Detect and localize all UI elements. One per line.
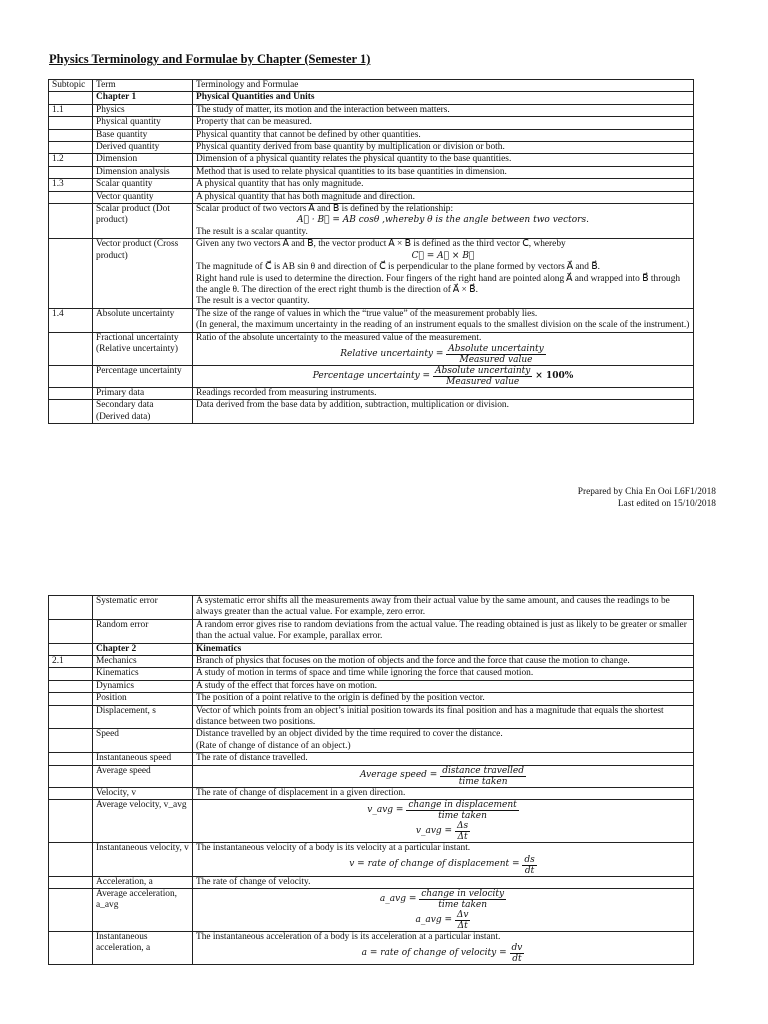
definition-cell: Dimension of a physical quantity relates the physical quantity to the base quantities.: [193, 154, 694, 166]
term-cell: Systematic error: [93, 596, 193, 620]
table-row: [49, 931, 694, 964]
average-speed-formula: [196, 766, 690, 787]
formula-lhs: v_avg =: [415, 825, 453, 836]
table-row: [49, 117, 694, 129]
definition-cell: The rate of distance travelled.: [193, 753, 694, 765]
table-chapter-2: [48, 595, 694, 965]
definition-cell: The rate of change of velocity.: [193, 876, 694, 888]
fraction: [406, 800, 518, 821]
table-header-row: [49, 80, 694, 92]
formula-tail: × 100%: [535, 370, 574, 381]
table-row: [49, 387, 694, 399]
term-cell: Displacement, s: [93, 705, 193, 729]
term-cell: Random error: [93, 619, 193, 643]
term-cell: Velocity, v: [93, 787, 193, 799]
definition-cell: Physical quantity derived from base quantity by multiplication or division or both.: [193, 142, 694, 154]
numerator: change in velocity: [421, 888, 505, 899]
formula-lhs: a = rate of change of velocity =: [361, 948, 507, 959]
definition-line: Given any two vectors A⃗ and B⃗, the vector product A⃗ × B⃗ is defined as the third vector C⃗, whereby: [196, 239, 566, 250]
fraction: [419, 889, 506, 910]
prepared-by: Prepared by Chia En Ooi L6F1/2018: [577, 487, 716, 497]
term-cell: Average velocity, v_avg: [93, 800, 193, 843]
term-cell: Physical quantity: [93, 117, 193, 129]
term-cell: Primary data: [93, 387, 193, 399]
chapter-title: Kinematics: [193, 643, 694, 655]
term-cell: Dynamics: [93, 680, 193, 692]
table-row: [49, 400, 694, 424]
denominator: Δt: [457, 832, 468, 843]
definition-line: (Rate of change of distance of an object.): [196, 740, 351, 751]
formula-lhs: a_avg =: [379, 893, 417, 904]
term-cell: Instantaneous acceleration, a: [93, 931, 193, 964]
term-cell: Speed: [93, 729, 193, 753]
chapter-title: Physical Quantities and Units: [193, 92, 694, 104]
table-row: [49, 800, 694, 843]
percentage-uncertainty-formula: [196, 366, 690, 387]
definition-cell: Physical quantity that cannot be defined by other quantities.: [193, 129, 694, 141]
definition-cell: Vector of which points from an object’s initial position towards its final position and has a magnitude that equals the shortest distance between two positions.: [193, 705, 694, 729]
fraction: [455, 910, 471, 931]
definition-cell: [193, 365, 694, 387]
relative-uncertainty-formula: [196, 344, 690, 365]
definition-cell: A random error gives rise to random deviations from the actual value. The reading obtained is just as likely to be greater or smaller than the actual value. For example, parallax error.: [193, 619, 694, 643]
term-cell: Instantaneous speed: [93, 753, 193, 765]
definition-cell: Readings recorded from measuring instruments.: [193, 387, 694, 399]
definition-cell: [193, 765, 694, 787]
table-row: [49, 680, 694, 692]
subtopic-cell: 1.3: [49, 179, 93, 191]
fraction: [446, 344, 545, 365]
table-row: [49, 705, 694, 729]
term-cell: Physics: [93, 104, 193, 116]
term-cell: Fractional uncertainty (Relative uncertainty): [93, 332, 193, 365]
definition-cell: Data derived from the base data by addition, subtraction, multiplication or division.: [193, 400, 694, 424]
table-row: [49, 332, 694, 365]
numerator: Absolute uncertainty: [434, 365, 531, 376]
formula-lhs: a_avg =: [415, 914, 452, 925]
term-cell: Absolute uncertainty: [93, 308, 193, 332]
subtopic-cell: 1.2: [49, 154, 93, 166]
subtopic-cell: 1.1: [49, 104, 93, 116]
table-row: [49, 619, 694, 643]
table-row: [49, 239, 694, 308]
term-cell: Position: [93, 693, 193, 705]
instantaneous-acceleration-formula: [196, 943, 690, 964]
term-cell: Scalar product (Dot product): [93, 204, 193, 239]
last-edited: Last edited on 15/10/2018: [617, 499, 716, 509]
table-row: [49, 596, 694, 620]
table-row: [49, 668, 694, 680]
header-subtopic: Subtopic: [49, 80, 93, 92]
definition-cell: Property that can be measured.: [193, 117, 694, 129]
definition-cell: The rate of change of displacement in a given direction.: [193, 787, 694, 799]
definition-line: Right hand rule is used to determine the direction. Four fingers of the right hand are pointed along A⃗ and wrapped into B⃗ through the angle θ. The direction of the erect right thumb is the direction of A⃗ × B⃗.: [196, 273, 681, 295]
formula-lhs: v = rate of change of displacement =: [349, 859, 520, 870]
definition-line: (In general, the maximum uncertainty in the reading of an instrument equals to the smallest division on the scale of the instrument.): [196, 320, 690, 331]
definition-line: The instantaneous acceleration of a body is its acceleration at a particular instant.: [196, 931, 501, 942]
chapter-label: Chapter 1: [93, 92, 193, 104]
table-row: [49, 191, 694, 203]
definition-line: Distance travelled by an object divided by the time required to cover the distance.: [196, 729, 503, 740]
dot-product-formula: A⃗ · B⃗ = AB cosθ ,whereby θ is the angle between two vectors.: [297, 215, 589, 226]
table-row: [49, 729, 694, 753]
fraction: [440, 766, 526, 787]
formula-lhs: Average speed =: [359, 770, 438, 781]
numerator: dv: [511, 943, 523, 954]
definition-cell: A physical quantity that has only magnitude.: [193, 179, 694, 191]
term-cell: Derived quantity: [93, 142, 193, 154]
header-definition: Terminology and Formulae: [193, 80, 694, 92]
numerator: change in displacement: [408, 800, 517, 811]
subtopic-cell: 1.4: [49, 308, 93, 332]
table-row: [49, 142, 694, 154]
average-velocity-formula: [196, 800, 690, 821]
numerator: ds: [524, 854, 535, 865]
table-row: [49, 154, 694, 166]
formula-lhs: v_avg =: [367, 804, 404, 815]
definition-cell: Method that is used to relate physical quantities to its base quantities in dimension.: [193, 166, 694, 178]
formula-lhs: Relative uncertainty =: [340, 348, 444, 359]
definition-cell: [193, 800, 694, 843]
table-row: [49, 787, 694, 799]
table-row: [49, 765, 694, 787]
denominator: Measured value: [459, 354, 533, 365]
denominator: Δt: [457, 920, 468, 931]
average-acceleration-formula: [196, 889, 690, 910]
term-cell: Instantaneous velocity, v: [93, 843, 193, 876]
table-row: [49, 308, 694, 332]
term-cell: Dimension analysis: [93, 166, 193, 178]
definition-cell: The position of a point relative to the origin is defined by the position vector.: [193, 693, 694, 705]
term-cell: Dimension: [93, 154, 193, 166]
definition-cell: [193, 239, 694, 308]
term-cell: Acceleration, a: [93, 876, 193, 888]
subtopic-cell: 2.1: [49, 656, 93, 668]
table-chapter-1: [48, 79, 694, 424]
table-row: [49, 129, 694, 141]
numerator: Δs: [456, 821, 469, 832]
table-row: [49, 656, 694, 668]
table-row: [49, 365, 694, 387]
term-cell: Mechanics: [93, 656, 193, 668]
definition-line: The size of the range of values in which the “true value” of the measurement probably lies.: [196, 308, 538, 319]
header-term: Term: [93, 80, 193, 92]
denominator: time taken: [458, 776, 508, 787]
term-cell: Secondary data (Derived data): [93, 400, 193, 424]
chapter-heading-row: [49, 92, 694, 104]
denominator: dt: [512, 954, 522, 965]
term-cell: Average speed: [93, 765, 193, 787]
denominator: Measured value: [446, 376, 520, 387]
table-row: [49, 204, 694, 239]
numerator: distance travelled: [442, 765, 525, 776]
definition-cell: [193, 843, 694, 876]
fraction: [522, 855, 536, 876]
formula-lhs: Percentage uncertainty =: [312, 370, 431, 381]
average-acceleration-delta-formula: [196, 910, 690, 931]
definition-cell: [193, 308, 694, 332]
table-row: [49, 888, 694, 931]
table-row: [49, 753, 694, 765]
term-cell: Percentage uncertainty: [93, 365, 193, 387]
denominator: time taken: [438, 899, 488, 910]
average-velocity-delta-formula: [196, 821, 690, 842]
definition-line: Ratio of the absolute uncertainty to the measured value of the measurement.: [196, 332, 482, 343]
cross-product-formula: C⃗ = A⃗ × B⃗: [411, 250, 475, 261]
definition-cell: A study of motion in terms of space and time while ignoring the force that caused motion.: [193, 668, 694, 680]
numerator: Absolute uncertainty: [448, 343, 544, 354]
definition-line: The instantaneous velocity of a body is its velocity at a particular instant.: [196, 843, 471, 854]
chapter-label: Chapter 2: [93, 643, 193, 655]
definition-cell: [193, 888, 694, 931]
term-cell: Base quantity: [93, 129, 193, 141]
definition-cell: A physical quantity that has both magnitude and direction.: [193, 191, 694, 203]
definition-cell: [193, 332, 694, 365]
fraction: [510, 943, 525, 964]
definition-cell: A study of the effect that forces have on motion.: [193, 680, 694, 692]
term-cell: Average acceleration, a_avg: [93, 888, 193, 931]
table-row: [49, 179, 694, 191]
term-cell: Vector product (Cross product): [93, 239, 193, 308]
instantaneous-velocity-formula: [196, 855, 690, 876]
fraction: [455, 821, 470, 842]
definition-line: Scalar product of two vectors A⃗ and B⃗ is defined by the relationship:: [196, 204, 454, 215]
chapter-heading-row: [49, 643, 694, 655]
numerator: Δv: [456, 909, 469, 920]
definition-cell: Branch of physics that focuses on the motion of objects and the force and the force that cause the motion to change.: [193, 656, 694, 668]
table-row: [49, 876, 694, 888]
table-row: [49, 166, 694, 178]
definition-line: The result is a vector quantity.: [196, 296, 310, 307]
denominator: time taken: [438, 811, 487, 822]
fraction: [433, 366, 532, 387]
definition-cell: The study of matter, its motion and the interaction between matters.: [193, 104, 694, 116]
definition-line: The result is a scalar quantity.: [196, 226, 308, 237]
definition-cell: [193, 931, 694, 964]
page-footer: [578, 486, 716, 510]
term-cell: Kinematics: [93, 668, 193, 680]
page-title: Physics Terminology and Formulae by Chapter (Semester 1): [49, 52, 371, 66]
definition-cell: [193, 729, 694, 753]
term-cell: Vector quantity: [93, 191, 193, 203]
definition-cell: A systematic error shifts all the measurements away from their actual value by the same amount, and causes the readings to be always greater than the actual value. For example, zero error.: [193, 596, 694, 620]
term-cell: Scalar quantity: [93, 179, 193, 191]
definition-cell: [193, 204, 694, 239]
table-row: [49, 693, 694, 705]
table-row: [49, 843, 694, 876]
denominator: dt: [524, 865, 535, 876]
definition-line: The magnitude of C⃗ is AB sin θ and direction of C⃗ is perpendicular to the plane formed by vectors A⃗ and B⃗.: [196, 262, 601, 273]
table-row: [49, 104, 694, 116]
